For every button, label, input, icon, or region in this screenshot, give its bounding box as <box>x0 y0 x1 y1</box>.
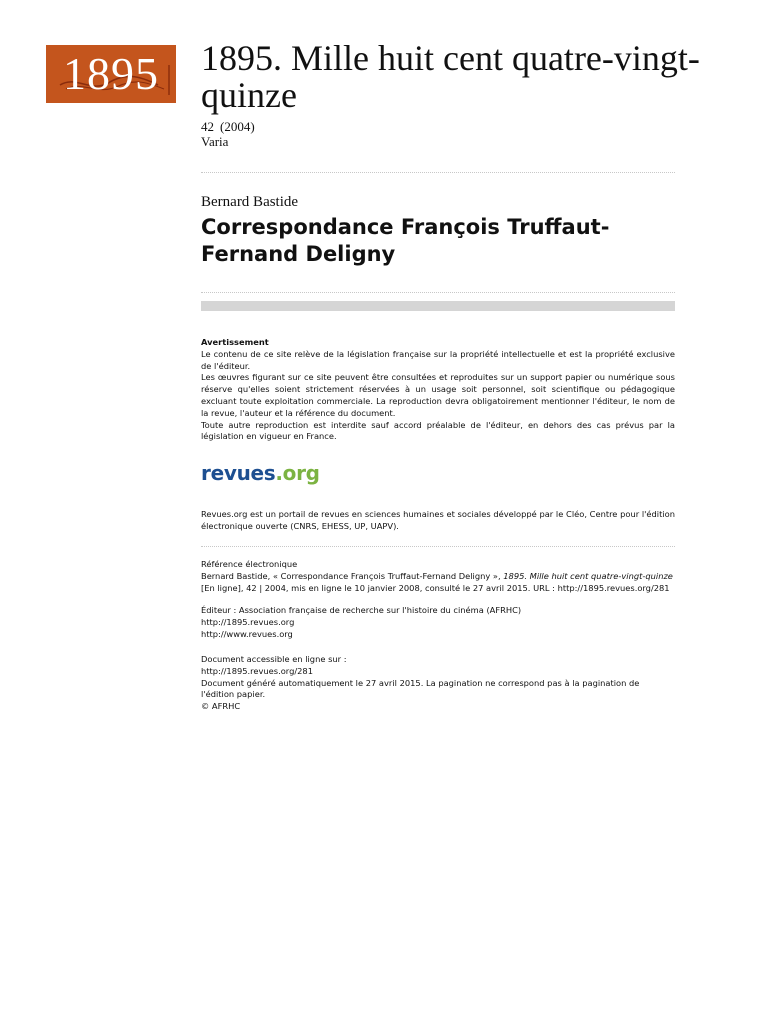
revues-org-logo[interactable] <box>201 461 320 485</box>
reference-text-after: [En ligne], 42 | 2004, mis en ligne le 10 janvier 2008, consulté le 27 avril 2015. URL : http://1895.revues.org/281 <box>201 582 670 593</box>
section-label: Varia <box>201 134 229 149</box>
portal-description: Revues.org est un portail de revues en sciences humaines et sociales développé par le Cléo, Centre pour l'édition électronique ouverte (CNRS, EHESS, UP, UAPV). <box>201 509 675 531</box>
access-block <box>201 654 675 713</box>
issue-number: 42 <box>201 119 214 134</box>
logo-text: 1895 <box>63 48 159 99</box>
reference-journal-title: 1895. Mille huit cent quatre-vingt-quinze <box>503 570 673 581</box>
journal-url-link[interactable]: http://1895.revues.org <box>201 616 295 627</box>
reference-text-before: Bernard Bastide, « Correspondance François Truffaut-Fernand Deligny », <box>201 570 504 581</box>
warning-title: Avertissement <box>201 337 269 347</box>
revues-url-link[interactable]: http://www.revues.org <box>201 628 293 639</box>
warning-line: Le contenu de ce site relève de la législation française sur la propriété intellectuelle et est la propriété exclusive de l'éditeur. <box>201 348 675 371</box>
journal-title: 1895. Mille huit cent quatre-vingt-quinze <box>201 38 700 115</box>
divider <box>201 546 675 547</box>
journal-logo <box>46 45 176 103</box>
divider <box>201 172 675 173</box>
warning-line: Les œuvres figurant sur ce site peuvent être consultées et reproduites sur un support papier ou numérique sous réserve qu'elles soient strictement réservées à un usage soit personnel, soit scientifique ou pédagogique excluant toute exploitation commerciale. La reproduction devra obligatoirement mentionner l'éditeur, le nom de la revue, l'auteur et la référence du document. <box>201 372 675 418</box>
copyright: © AFRHC <box>201 701 241 712</box>
article-title: Correspondance François Truffaut-Fernand Deligny <box>201 215 610 266</box>
article-author: Bernard Bastide <box>201 194 299 210</box>
reference-heading: Référence électronique <box>201 559 298 569</box>
revues-logo-part1: revues <box>201 461 276 485</box>
grey-separator-bar <box>201 301 675 311</box>
reference-text <box>201 571 675 595</box>
issue-line <box>201 119 261 134</box>
editor-block <box>201 605 675 640</box>
access-heading: Document accessible en ligne sur : <box>201 654 347 664</box>
warning-line: Toute autre reproduction est interdite sauf accord préalable de l'éditeur, en dehors des cas prévus par la législation en vigueur en France. <box>201 419 675 442</box>
issue-year: (2004) <box>220 119 255 134</box>
document-url-link[interactable]: http://1895.revues.org/281 <box>201 665 313 676</box>
warning-block <box>201 337 675 443</box>
electronic-reference <box>201 559 675 594</box>
editor-line: Éditeur : Association française de recherche sur l'histoire du cinéma (AFRHC) <box>201 605 522 615</box>
revues-logo-part2: .org <box>275 461 320 485</box>
generated-note: Document généré automatiquement le 27 avril 2015. La pagination ne correspond pas à la pagination de l'édition papier. <box>201 677 640 700</box>
divider <box>201 292 675 293</box>
